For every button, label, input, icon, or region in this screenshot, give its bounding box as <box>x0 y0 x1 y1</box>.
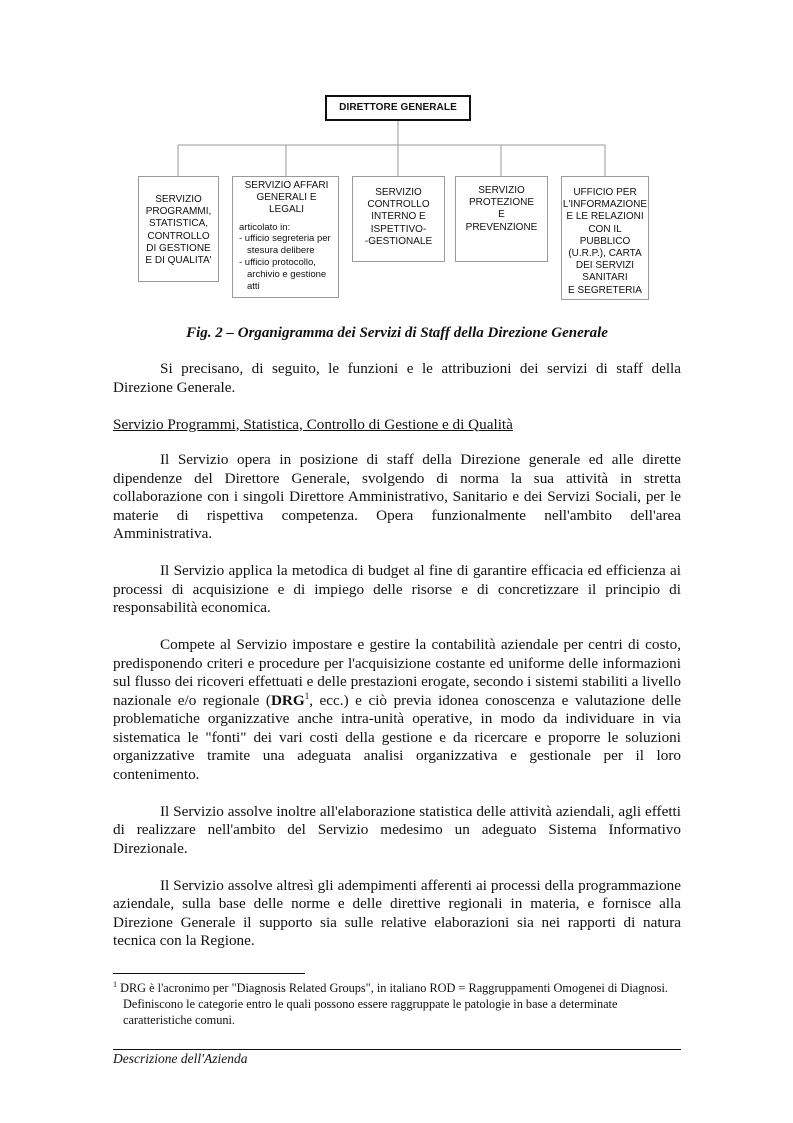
footnote <box>113 980 681 1028</box>
paragraph-1: Il Servizio opera in posizione di staff della Direzione generale ed alle dirette dipendenze del Direttore Generale, svolgendo di norma la sua attività in stretta collaborazione con i singoli Direttore Amministrativo, Sanitario e dei Servizi Sociali, per le materie di rispettiva competenza. Opera funzionalmente nell'ambito dell'area Amministrativa. <box>113 451 681 542</box>
org-chart <box>0 0 793 310</box>
org-box-urp <box>561 176 649 300</box>
footer-divider <box>113 1049 681 1050</box>
org-note-item: - ufficio segreteria per stesura delibere <box>239 233 331 257</box>
section-heading: Servizio Programmi, Statistica, Controllo di Gestione e di Qualità <box>113 415 513 433</box>
footnote-text: DRG è l'acronimo per "Diagnosis Related Groups", in italiano ROD = Raggruppamenti Omogenei di Diagnosi. Definiscono le categorie entro le quali possono essere raggruppate le patologie in base a determinate caratteristiche comuni. <box>120 981 668 1027</box>
director-general-box <box>325 95 471 121</box>
org-box-affari-generali-label: SERVIZIO AFFARI GENERALI E LEGALI <box>244 180 329 216</box>
footnote-marker: 1 <box>113 979 117 989</box>
paragraph-5: Il Servizio assolve altresì gli adempimenti afferenti ai processi della programmazione aziendale, sulla base delle norme e delle direttive regionali in materia, e fornisce alla Direzione Generale il supporto sia sulle relative elaborazioni sia nei rapporti di natura tecnica con la Regione. <box>113 876 681 949</box>
org-box-controllo-interno-label: SERVIZIO CONTROLLO INTERNO E ISPETTIVO- -GESTIONALE <box>364 187 433 247</box>
org-box-affari-generali-note <box>239 222 334 293</box>
org-box-urp-label: UFFICIO PER L'INFORMAZIONE E LE RELAZIONI CON IL PUBBLICO (U.R.P.), CARTA DEI SERVIZI SANITARI E SEGRETERIA <box>562 187 648 296</box>
org-box-programmi-label: SERVIZIO PROGRAMMI, STATISTICA, CONTROLLO DI GESTIONE E DI QUALITA' <box>145 194 212 267</box>
org-note-intro: articolato in: <box>239 221 291 233</box>
paragraph-4: Il Servizio assolve inoltre all'elaborazione statistica delle attività aziendali, agli effetti di realizzare nell'ambito del Servizio medesimo un adeguato Sistema Informativo Direzionale. <box>113 802 681 857</box>
org-box-protezione-label: SERVIZIO PROTEZIONE E PREVENZIONE <box>465 185 538 233</box>
footnote-reference[interactable]: 1 <box>304 690 310 701</box>
paragraph-intro: Si precisano, di seguito, le funzioni e le attribuzioni dei servizi di staff della Direzione Generale. <box>113 360 681 396</box>
paragraph-2: Il Servizio applica la metodica di budget al fine di garantire efficacia ed efficienza ai processi di acquisizione e di impiego delle risorse e di concretizzare il principio di responsabilità economica. <box>113 562 681 616</box>
director-general-label: DIRETTORE GENERALE <box>339 101 457 113</box>
org-box-controllo-interno <box>352 176 445 262</box>
figure-caption: Fig. 2 – Organigramma dei Servizi di Staff della Direzione Generale <box>186 325 608 341</box>
paragraph-3 <box>113 636 681 784</box>
paragraph-3-part-2: , ecc.) e ciò previa idonea conoscenza e valutazione delle problematiche organizzative anche intra-unità operative, in modo da individuare in via sistematica le "fonti" dei vari costi della gestione e da ricercare e proporre le soluzioni organizzative tramite una adeguata analisi organizzativa e gestionale per il loro contenimento. <box>113 691 682 783</box>
org-note-item: - ufficio protocollo, archivio e gestione atti <box>239 257 327 292</box>
org-box-programmi <box>138 176 219 282</box>
paragraph-3-part-1: Compete al Servizio impostare e gestire la contabilità aziendale per centri di costo, predisponendo criteri e procedure per l'acquisizione costante ed uniforme delle informazioni sul flusso dei ricoveri effettuati e delle prestazioni erogate, secondo i sistemi stabiliti a livello nazionale e/o regionale ( <box>113 636 681 709</box>
drg-term: DRG <box>270 691 305 709</box>
page-footer: Descrizione dell'Azienda <box>113 1051 248 1066</box>
footnote-divider <box>113 973 305 974</box>
org-box-protezione <box>455 176 548 262</box>
org-box-affari-generali <box>232 176 339 298</box>
body-text <box>113 360 681 969</box>
org-chart-connectors <box>0 0 793 310</box>
